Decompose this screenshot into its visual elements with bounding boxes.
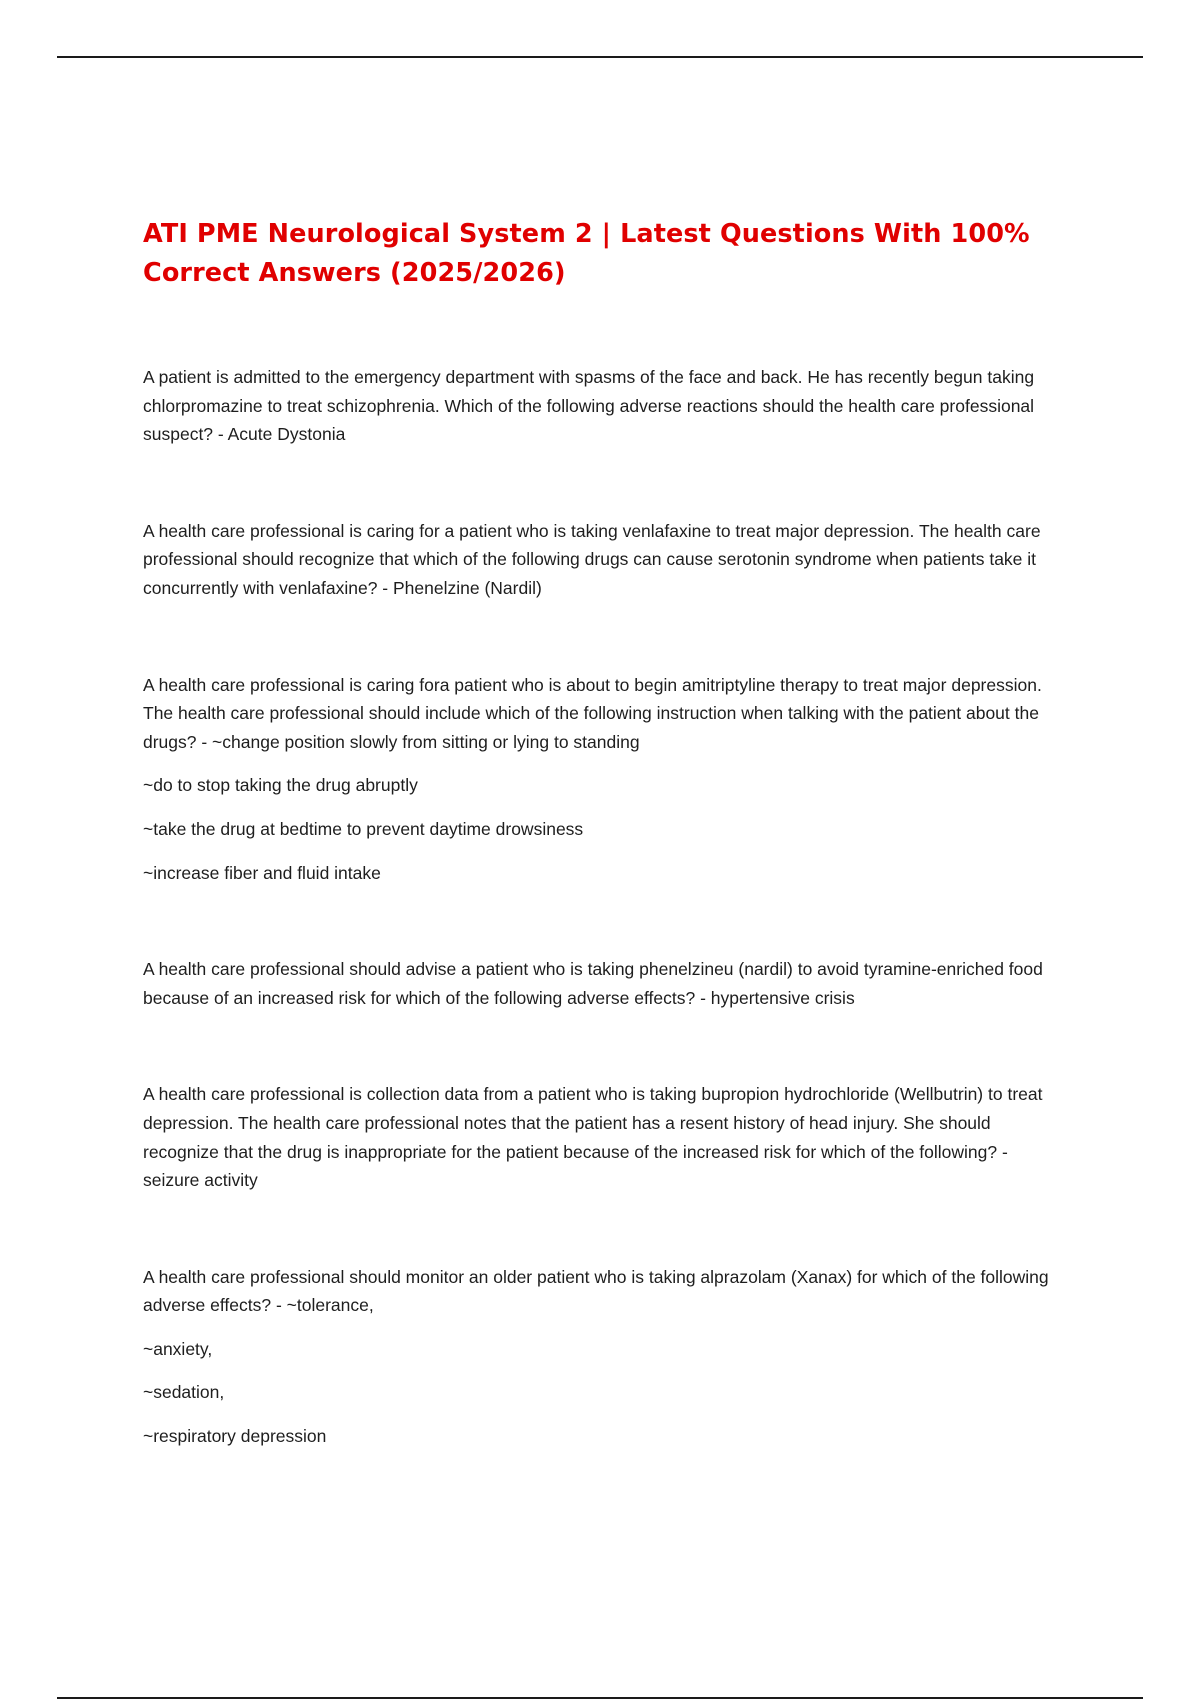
question-text: A patient is admitted to the emergency department with spasms of the face and back. He has recently begun taking chlorpromazine to treat schizophrenia. Which of the following adverse reactions should the health care professional suspect? - Acute Dystonia [143,367,1035,445]
answer-option: ~sedation, [143,1382,225,1403]
qa-item-6 [143,1263,1063,1451]
answer-option: ~respiratory depression [143,1426,327,1447]
qa-item-1 [143,363,1063,449]
answer-option: ~anxiety, [143,1338,213,1359]
question-text: A health care professional should advise a patient who is taking phenelzineu (nardil) to avoid tyramine-enriched food because of an increased risk for which of the following adverse effects? - hypertensive crisis [143,959,1043,1008]
question-text: A health care professional is caring fora patient who is about to begin amitriptyline therapy to treat major depression. The health care professional should include which of the following instruction when talking with the patient about the drugs? - ~change position slowly from sitting or lying to standing [143,674,1042,752]
document-title: ATI PME Neurological System 2 | Latest Questions With 100% Correct Answers (2025/2026) [143,219,1030,288]
qa-item-4 [143,955,1063,1012]
question-text: A health care professional should monitor an older patient who is taking alprazolam (Xanax) for which of the following adverse effects? - ~tolerance, [143,1266,1049,1316]
answer-option: ~increase fiber and fluid intake [143,862,381,883]
qa-list [143,363,1063,1451]
answer-option: ~do to stop taking the drug abruptly [143,775,418,796]
question-text: A health care professional is collection data from a patient who is taking bupropion hydrochloride (Wellbutrin) to treat depression. The health care professional notes that the patient has a resent history of head injury. She should recognize that the drug is inappropriate for the patient because of the increased risk for which of the following? - seizure activity [143,1084,1043,1191]
qa-item-5 [143,1080,1063,1194]
answer-option: ~take the drug at bedtime to prevent daytime drowsiness [143,818,584,839]
qa-item-2 [143,517,1063,603]
qa-item-3 [143,671,1063,888]
question-text: A health care professional is caring for a patient who is taking venlafaxine to treat major depression. The health care professional should recognize that which of the following drugs can cause serotonin syndrome when patients take it concurrently with venlafaxine? - Phenelzine (Nardil) [143,520,1041,598]
top-rule [57,56,1143,58]
document-body [143,215,1063,1519]
bottom-rule [57,1697,1143,1699]
